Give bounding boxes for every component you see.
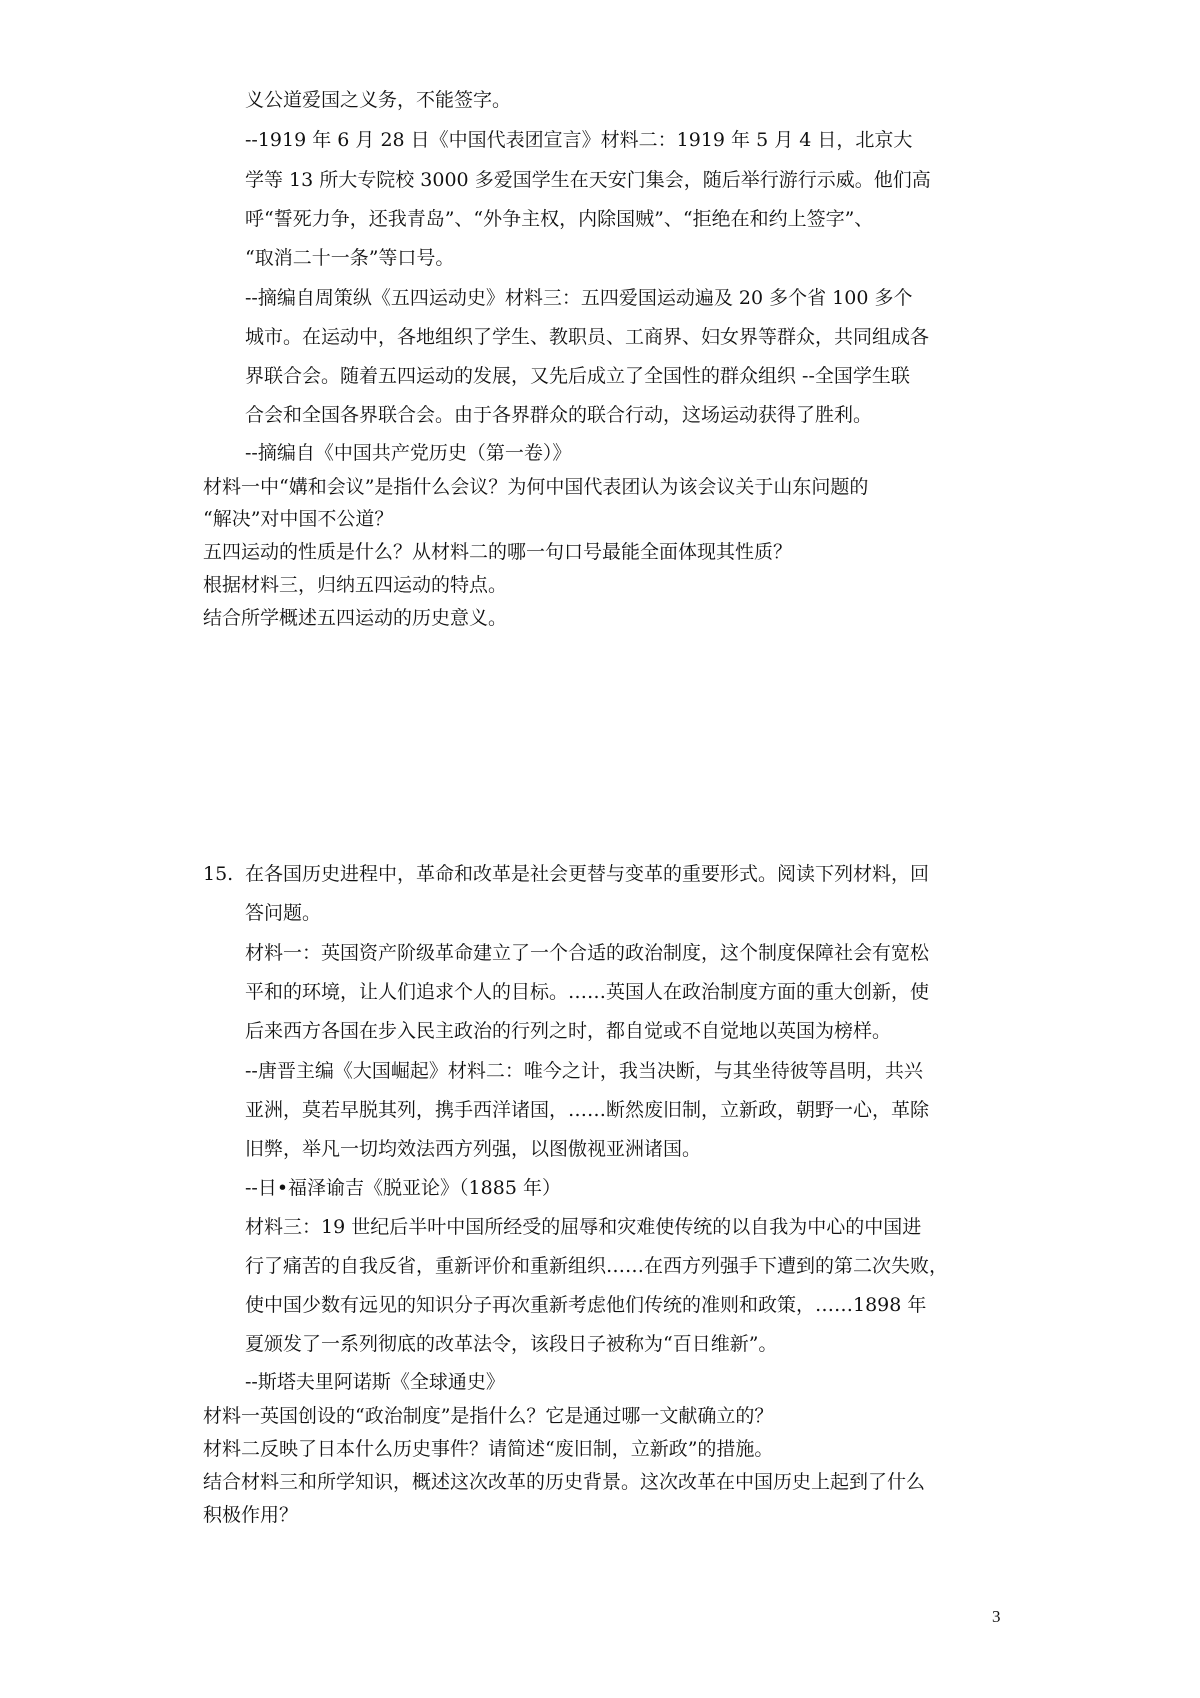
material-line: --摘编自周策纵《五四运动史》材料三：五四爱国运动遍及 20 多个省 100 多个	[245, 287, 913, 309]
material-line: --唐晋主编《大国崛起》材料二：唯今之计，我当决断，与其坐待彼等昌明，共兴	[245, 1060, 923, 1082]
material-line: 夏颁发了一系列彻底的改革法令，该段日子被称为“百日维新”。	[245, 1333, 778, 1355]
material-line: --1919 年 6 月 28 日《中国代表团宣言》材料二：1919 年 5 月 4 日，北京大	[245, 129, 913, 151]
source-line: --斯塔夫里阿诺斯《全球通史》	[245, 1371, 505, 1393]
question-intro: 答问题。	[245, 902, 322, 924]
question-line: 材料一中“媾和会议”是指什么会议？为何中国代表团认为该会议关于山东问题的	[203, 476, 869, 498]
source-line: --摘编自《中国共产党历史（第一卷）》	[245, 442, 572, 464]
material-line: 城市。在运动中，各地组织了学生、教职员、工商界、妇女界等群众，共同组成各	[245, 326, 930, 348]
question-line: 材料一英国创设的“政治制度”是指什么？它是通过哪一文献确立的？	[203, 1405, 774, 1427]
question-line: 根据材料三，归纳五四运动的特点。	[203, 574, 508, 596]
material-line: 旧弊，举凡一切均效法西方列强，以图傲视亚洲诸国。	[245, 1138, 702, 1160]
material-line: 行了痛苦的自我反省，重新评价和重新组织……在西方列强手下遭到的第二次失败，	[245, 1255, 949, 1277]
question-line: “解决”对中国不公道？	[203, 508, 394, 530]
material-line: 呼“誓死力争，还我青岛”、“外争主权，内除国贼”、“拒绝在和约上签字”、	[245, 208, 874, 230]
material-line: 平和的环境，让人们追求个人的目标。……英国人在政治制度方面的重大创新，使	[245, 981, 930, 1003]
source-line: --日•福泽谕吉《脱亚论》（1885 年）	[245, 1177, 561, 1199]
question-line: 结合所学概述五四运动的历史意义。	[203, 607, 508, 629]
material-line: 学等 13 所大专院校 3000 多爱国学生在天安门集会，随后举行游行示威。他们高	[245, 169, 931, 191]
question-line: 材料二反映了日本什么历史事件？请简述“废旧制，立新政”的措施。	[203, 1438, 774, 1460]
question-line: 结合材料三和所学知识，概述这次改革的历史背景。这次改革在中国历史上起到了什么	[203, 1471, 926, 1493]
question-line: 积极作用？	[203, 1504, 299, 1526]
question-intro: 在各国历史进程中，革命和改革是社会更替与变革的重要形式。阅读下列材料，回	[245, 863, 930, 885]
material-line: 亚洲，莫若早脱其列，携手西洋诸国，……断然废旧制，立新政，朝野一心，革除	[245, 1099, 930, 1121]
question-number: 15.	[203, 863, 234, 885]
material-line: 使中国少数有远见的知识分子再次重新考虑他们传统的准则和政策，……1898 年	[245, 1294, 927, 1316]
material-line: 界联合会。随着五四运动的发展，又先后成立了全国性的群众组织 --全国学生联	[245, 365, 910, 387]
material-line: 义公道爱国之义务，不能签字。	[245, 89, 512, 111]
question-line: 五四运动的性质是什么？从材料二的哪一句口号最能全面体现其性质？	[203, 541, 793, 563]
material-line: 材料一：英国资产阶级革命建立了一个合适的政治制度，这个制度保障社会有宽松	[245, 942, 930, 964]
material-line: 合会和全国各界联合会。由于各界群众的联合行动，这场运动获得了胜利。	[245, 404, 873, 426]
material-line: “取消二十一条”等口号。	[245, 247, 455, 269]
material-line: 后来西方各国在步入民主政治的行列之时，都自觉或不自觉地以英国为榜样。	[245, 1020, 892, 1042]
material-line: 材料三：19 世纪后半叶中国所经受的屈辱和灾难使传统的以自我为中心的中国进	[245, 1216, 922, 1238]
page-number: 3	[992, 1607, 1001, 1626]
